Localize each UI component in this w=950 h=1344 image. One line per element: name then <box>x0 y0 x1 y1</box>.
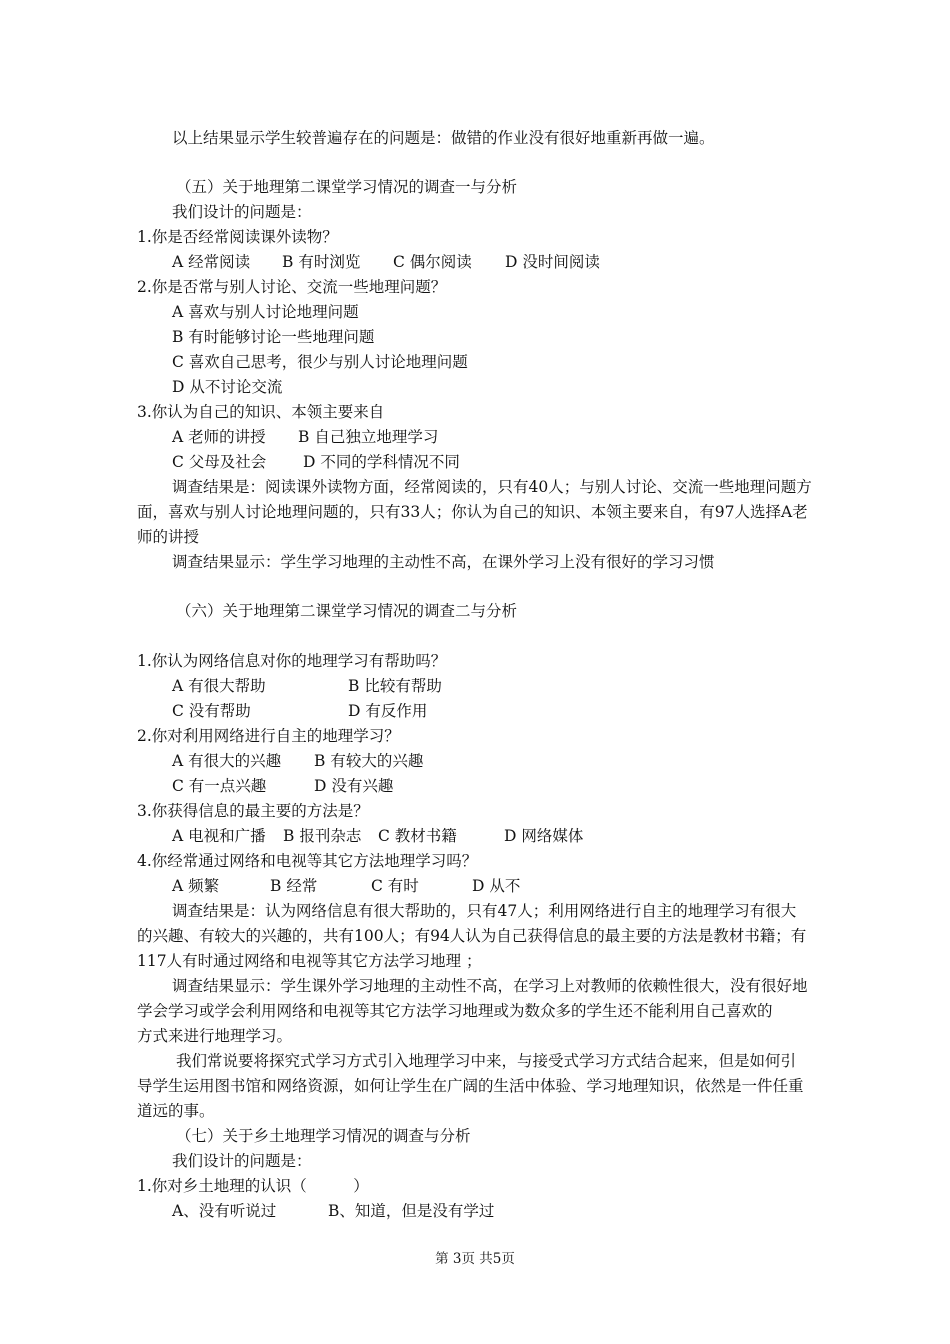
option: A、没有听说过 <box>172 1202 277 1220</box>
question: 4.你经常通过网络和电视等其它方法地理学习吗？ <box>137 852 478 870</box>
option: C 没有帮助 <box>172 702 251 720</box>
option: D 没时间阅读 <box>505 253 600 271</box>
option: A 电视和广播 <box>172 827 266 845</box>
paragraph-line: 道远的事。 <box>137 1102 215 1120</box>
option: C 父母及社会 <box>172 453 267 471</box>
paragraph-line: 面，喜欢与别人讨论地理问题的，只有33人；你认为自己的知识、本领主要来自，有97人选择A老 <box>137 503 808 521</box>
paragraph-line: 的兴趣、有较大的兴趣的，共有100人；有94人认为自己获得信息的最主要的方法是教材书籍；有 <box>137 927 807 945</box>
question: 1.你对乡土地理的认识（ ） <box>137 1177 369 1195</box>
option: D 不同的学科情况不同 <box>303 453 460 471</box>
question: 2.你是否常与别人讨论、交流一些地理问题？ <box>137 278 447 296</box>
option: C 有一点兴趣 <box>172 777 267 795</box>
paragraph-line: 方式来进行地理学习。 <box>137 1027 293 1045</box>
option: B 有时能够讨论一些地理问题 <box>172 328 375 346</box>
text-line: 以上结果显示学生较普遍存在的问题是：做错的作业没有很好地重新再做一遍。 <box>172 129 715 147</box>
option: A 有很大的兴趣 <box>172 752 282 770</box>
question: 2.你对利用网络进行自主的地理学习？ <box>137 727 400 745</box>
paragraph-line: 调查结果显示：学生学习地理的主动性不高，在课外学习上没有很好的学习习惯 <box>172 553 715 571</box>
section-heading: （五）关于地理第二课堂学习情况的调查一与分析 <box>176 178 518 196</box>
paragraph-line: 调查结果是：认为网络信息有很大帮助的，只有47人；利用网络进行自主的地理学习有很大 <box>172 902 797 920</box>
section-heading: （七）关于乡土地理学习情况的调查与分析 <box>176 1127 471 1145</box>
option: C 喜欢自己思考，很少与别人讨论地理问题 <box>172 353 468 371</box>
option: C 有时 <box>371 877 419 895</box>
option: A 频繁 <box>172 877 220 895</box>
option: D 没有兴趣 <box>314 777 394 795</box>
question: 3.你认为自己的知识、本领主要来自 <box>137 403 385 421</box>
question: 1.你是否经常阅读课外读物？ <box>137 228 338 246</box>
option: A 老师的讲授 <box>172 428 266 446</box>
text-line: 我们设计的问题是： <box>172 1152 312 1170</box>
question: 3.你获得信息的最主要的方法是？ <box>137 802 369 820</box>
option: C 偶尔阅读 <box>393 253 472 271</box>
option: A 有很大帮助 <box>172 677 266 695</box>
option: D 网络媒体 <box>504 827 584 845</box>
option: B 比较有帮助 <box>348 677 442 695</box>
option: B 自己独立地理学习 <box>298 428 439 446</box>
option: B、知道，但是没有学过 <box>328 1202 495 1220</box>
paragraph-line: 学会学习或学会利用网络和电视等其它方法学习地理或为数众多的学生还不能利用自己喜欢的 <box>137 1002 773 1020</box>
option: B 有时浏览 <box>282 253 361 271</box>
option: D 从不讨论交流 <box>172 378 283 396</box>
option: B 报刊杂志 <box>283 827 362 845</box>
page-footer: 第 3页 共5页 <box>435 1251 515 1267</box>
text-line: 我们设计的问题是： <box>172 203 312 221</box>
section-heading: （六）关于地理第二课堂学习情况的调查二与分析 <box>176 602 518 620</box>
paragraph-line: 我们常说要将探究式学习方式引入地理学习中来，与接受式学习方式结合起来，但是如何引 <box>176 1052 797 1070</box>
paragraph-line: 调查结果显示：学生课外学习地理的主动性不高，在学习上对教师的依赖性很大，没有很好地 <box>172 977 808 995</box>
paragraph-line: 117人有时通过网络和电视等其它方法学习地理 ； <box>137 952 482 970</box>
paragraph-line: 调查结果是：阅读课外读物方面，经常阅读的，只有40人；与别人讨论、交流一些地理问题方 <box>172 478 812 496</box>
option: B 经常 <box>270 877 318 895</box>
question: 1.你认为网络信息对你的地理学习有帮助吗？ <box>137 652 447 670</box>
option: B 有较大的兴趣 <box>314 752 424 770</box>
option: D 有反作用 <box>348 702 428 720</box>
option: A 经常阅读 <box>172 253 251 271</box>
paragraph-line: 导学生运用图书馆和网络资源，如何让学生在广阔的生活中体验、学习地理知识，依然是一件任重 <box>137 1077 804 1095</box>
option: C 教材书籍 <box>378 827 457 845</box>
option: A 喜欢与别人讨论地理问题 <box>172 303 359 321</box>
paragraph-line: 师的讲授 <box>137 528 200 546</box>
option: D 从不 <box>472 877 521 895</box>
